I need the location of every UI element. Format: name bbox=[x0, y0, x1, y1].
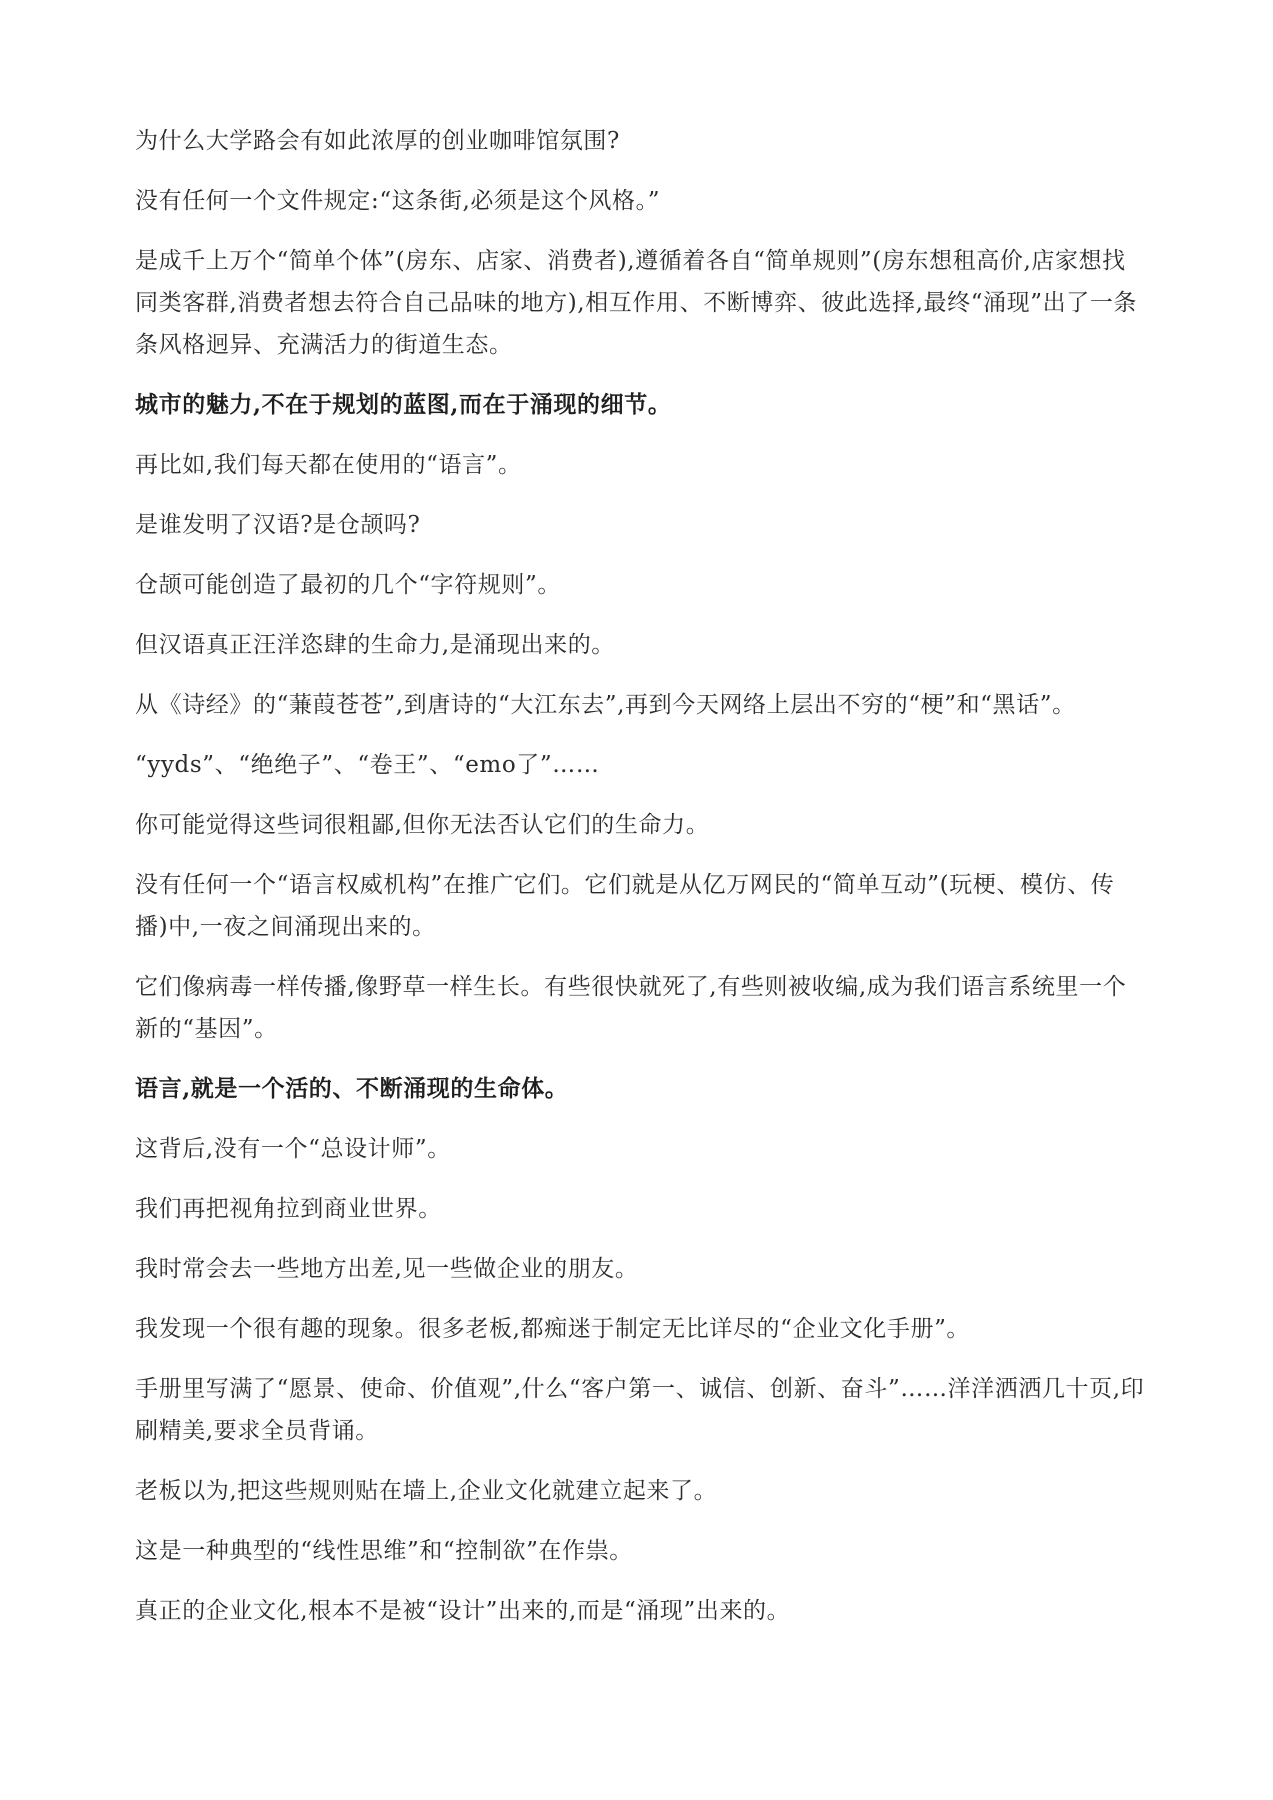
paragraph: 没有任何一个文件规定:“这条街,必须是这个风格。” bbox=[135, 188, 661, 214]
paragraph: 仓颉可能创造了最初的几个“字符规则”。 bbox=[135, 572, 561, 598]
paragraph: “yyds”、“绝绝子”、“卷王”、“emo了”…… bbox=[135, 752, 600, 778]
article-body bbox=[135, 120, 1145, 1650]
paragraph: 是谁发明了汉语?是仓颉吗? bbox=[135, 512, 421, 538]
paragraph: 是成千上万个“简单个体”(房东、店家、消费者),遵循着各自“简单规则”(房东想租高价,店家想找同类客群,消费者想去符合自己品味的地方),相互作用、不断博弈、彼此选择,最终“涌现”出了一条条风格迥异、充满活力的街道生态。 bbox=[135, 248, 1138, 358]
paragraph: 我时常会去一些地方出差,见一些做企业的朋友。 bbox=[135, 1256, 639, 1282]
paragraph: 它们像病毒一样传播,像野草一样生长。有些很快就死了,有些则被收编,成为我们语言系统里一个新的“基因”。 bbox=[135, 974, 1127, 1042]
paragraph: 我发现一个很有趣的现象。很多老板,都痴迷于制定无比详尽的“企业文化手册”。 bbox=[135, 1316, 971, 1342]
paragraph: 手册里写满了“愿景、使命、价值观”,什么“客户第一、诚信、创新、奋斗”……洋洋洒洒几十页,印刷精美,要求全员背诵。 bbox=[135, 1376, 1145, 1444]
paragraph: 你可能觉得这些词很粗鄙,但你无法否认它们的生命力。 bbox=[135, 812, 710, 838]
paragraph: 老板以为,把这些规则贴在墙上,企业文化就建立起来了。 bbox=[135, 1478, 718, 1504]
paragraph: 从《诗经》的“蒹葭苍苍”,到唐诗的“大江东去”,再到今天网络上层出不穷的“梗”和“黑话”。 bbox=[135, 692, 1076, 718]
paragraph: 我们再把视角拉到商业世界。 bbox=[135, 1196, 442, 1222]
paragraph: 真正的企业文化,根本不是被“设计”出来的,而是“涌现”出来的。 bbox=[135, 1598, 791, 1624]
paragraph-emphasis: 城市的魅力,不在于规划的蓝图,而在于涌现的细节。 bbox=[135, 391, 672, 418]
paragraph: 为什么大学路会有如此浓厚的创业咖啡馆氛围? bbox=[135, 128, 620, 154]
paragraph: 没有任何一个“语言权威机构”在推广它们。它们就是从亿万网民的“简单互动”(玩梗、模仿、传播)中,一夜之间涌现出来的。 bbox=[135, 872, 1115, 940]
paragraph-emphasis: 语言,就是一个活的、不断涌现的生命体。 bbox=[135, 1075, 569, 1102]
paragraph: 但汉语真正汪洋恣肆的生命力,是涌现出来的。 bbox=[135, 632, 615, 658]
paragraph: 再比如,我们每天都在使用的“语言”。 bbox=[135, 452, 522, 478]
paragraph: 这是一种典型的“线性思维”和“控制欲”在作祟。 bbox=[135, 1538, 633, 1564]
paragraph: 这背后,没有一个“总设计师”。 bbox=[135, 1136, 451, 1162]
